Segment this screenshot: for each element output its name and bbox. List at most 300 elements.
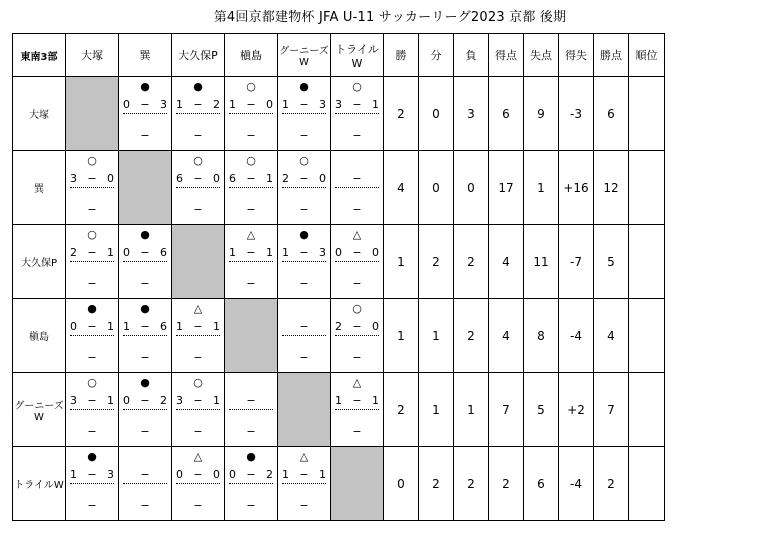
goal-difference-cell: -7 [559,225,594,299]
result-mark: ● [87,450,97,463]
match-score [282,245,326,262]
goals-for: 2 [70,246,77,259]
goals-for: 3 [70,394,77,407]
match-result [119,373,171,446]
goal-difference-cell: -4 [559,299,594,373]
score-separator: − [193,468,203,481]
match-result [225,151,277,224]
goal-difference-cell: -4 [559,447,594,521]
points-cell: 2 [594,447,629,521]
page-title: 第4回京都建物杯 JFA U-11 サッカーリーグ2023 京都 後期 [213,10,567,25]
score-separator: − [246,98,256,111]
match-result-cell [66,151,119,225]
match-result [119,225,171,298]
score-separator: − [140,246,150,259]
match-score [70,319,114,336]
match-result-cell [66,225,119,299]
draws-cell: 0 [419,151,454,225]
rank-cell [629,447,665,521]
goals-against: 2 [213,98,220,111]
goals-for: 0 [70,320,77,333]
match-score [229,245,273,262]
second-leg-placeholder: − [193,203,203,216]
match-result-cell [331,299,384,373]
match-result [278,299,330,372]
match-score [70,245,114,262]
points-cell: 7 [594,373,629,447]
goals-for-total-cell: 2 [489,447,524,521]
match-score [282,97,326,114]
match-result [278,225,330,298]
match-score [123,393,167,410]
match-result-cell [278,299,331,373]
goals-for: 1 [229,246,236,259]
result-mark: ○ [87,154,97,167]
result-mark: ○ [87,228,97,241]
match-result-cell [119,299,172,373]
score-separator: − [193,320,203,333]
match-result-cell [172,447,225,521]
self-match-cell [172,225,225,299]
second-leg-placeholder: − [299,277,309,290]
goals-against: 0 [107,172,114,185]
goals-against: 0 [372,320,379,333]
stat-column-header: 順位 [629,34,665,77]
second-leg-placeholder: − [352,129,362,142]
goal-difference-cell: +2 [559,373,594,447]
goals-against: 6 [160,320,167,333]
match-result-cell [66,373,119,447]
team-column-header: 大久保P [172,34,225,77]
goals-for-total-cell: 6 [489,77,524,151]
goals-against-total-cell: 11 [524,225,559,299]
goals-for: 0 [123,394,130,407]
match-score [335,171,379,188]
goals-against-total-cell: 1 [524,151,559,225]
second-leg-placeholder: − [87,425,97,438]
self-match-cell [225,299,278,373]
match-result [172,77,224,150]
goal-difference-cell: -3 [559,77,594,151]
second-leg-placeholder: − [246,277,256,290]
result-mark: ● [193,80,203,93]
goals-for-total-cell: 4 [489,299,524,373]
header-row [13,34,665,77]
self-match-cell [278,373,331,447]
result-mark: ○ [246,80,256,93]
goals-against: 0 [266,98,273,111]
match-score [123,467,167,484]
second-leg-placeholder: − [140,425,150,438]
match-score [123,319,167,336]
match-score [123,245,167,262]
goals-for: 0 [176,468,183,481]
rank-cell [629,225,665,299]
match-score [123,97,167,114]
result-mark: △ [299,450,309,463]
points-cell: 6 [594,77,629,151]
score-separator: − [246,394,256,407]
score-separator: − [193,98,203,111]
result-mark: △ [193,302,203,315]
match-score [335,97,379,114]
match-score [282,171,326,188]
goals-against: 6 [160,246,167,259]
goals-for: 6 [229,172,236,185]
row-team-name: 大塚 [13,77,66,151]
second-leg-placeholder: − [299,129,309,142]
match-result-cell [278,447,331,521]
stat-column-header: 負 [454,34,489,77]
goals-for: 1 [176,320,183,333]
second-leg-placeholder: − [246,425,256,438]
team-column-header: グーニーズW [278,34,331,77]
score-separator: − [193,172,203,185]
goal-difference-cell: +16 [559,151,594,225]
goals-against: 1 [107,320,114,333]
match-result [225,447,277,520]
goals-for: 3 [70,172,77,185]
goals-against-total-cell: 5 [524,373,559,447]
row-team-name: グーニーズW [13,373,66,447]
draws-cell: 2 [419,447,454,521]
result-mark: △ [193,450,203,463]
losses-cell: 2 [454,447,489,521]
match-result [172,151,224,224]
result-mark: ● [299,80,309,93]
match-result [66,373,118,446]
result-mark: ● [140,80,150,93]
goals-for: 1 [282,98,289,111]
second-leg-placeholder: − [140,499,150,512]
match-score [282,319,326,336]
match-score [70,393,114,410]
score-separator: − [246,468,256,481]
goals-against: 3 [107,468,114,481]
match-result-cell [225,151,278,225]
match-result [66,447,118,520]
second-leg-placeholder: − [246,499,256,512]
match-score [229,467,273,484]
match-result-cell [66,447,119,521]
score-separator: − [299,98,309,111]
match-result-cell [172,77,225,151]
self-match-cell [66,77,119,151]
result-mark: ○ [193,376,203,389]
match-result [66,299,118,372]
score-separator: − [87,246,97,259]
self-match-cell [331,447,384,521]
goals-for: 3 [176,394,183,407]
row-team-name: 大久保P [13,225,66,299]
row-team-name: トライルW [13,447,66,521]
result-mark: ● [299,228,309,241]
goals-against: 2 [160,394,167,407]
goals-against: 2 [266,468,273,481]
match-score [70,467,114,484]
second-leg-placeholder: − [352,277,362,290]
row-team-name: 巽 [13,151,66,225]
goals-for: 0 [335,246,342,259]
match-score [229,97,273,114]
match-result-cell [225,447,278,521]
score-separator: − [299,246,309,259]
losses-cell: 1 [454,373,489,447]
table-row [13,373,665,447]
match-result [331,299,383,372]
match-result [172,447,224,520]
result-mark: ○ [352,80,362,93]
score-separator: − [87,320,97,333]
goals-for: 1 [335,394,342,407]
match-result [119,77,171,150]
wins-cell: 1 [384,225,419,299]
draws-cell: 0 [419,77,454,151]
match-result [278,151,330,224]
table-row [13,447,665,521]
table-row [13,151,665,225]
table-row [13,225,665,299]
match-result-cell [172,373,225,447]
goals-for: 6 [176,172,183,185]
match-result-cell [119,447,172,521]
goals-for-total-cell: 17 [489,151,524,225]
goals-for: 2 [282,172,289,185]
wins-cell: 2 [384,77,419,151]
match-result [172,373,224,446]
result-mark: △ [352,228,362,241]
score-separator: − [140,320,150,333]
match-score [70,171,114,188]
result-mark: ● [140,376,150,389]
second-leg-placeholder: − [352,203,362,216]
goals-against-total-cell: 8 [524,299,559,373]
stat-column-header: 失点 [524,34,559,77]
goals-for: 1 [229,98,236,111]
result-mark: ● [140,302,150,315]
match-score [176,319,220,336]
match-score [176,467,220,484]
match-score [335,245,379,262]
match-score [176,171,220,188]
draws-cell: 1 [419,373,454,447]
match-result [66,225,118,298]
second-leg-placeholder: − [246,203,256,216]
match-result [119,299,171,372]
team-column-header: トライルW [331,34,384,77]
wins-cell: 0 [384,447,419,521]
wins-cell: 2 [384,373,419,447]
second-leg-placeholder: − [246,129,256,142]
second-leg-placeholder: − [140,129,150,142]
goals-against: 3 [160,98,167,111]
second-leg-placeholder: − [352,351,362,364]
match-result [225,373,277,446]
points-cell: 4 [594,299,629,373]
match-result-cell [331,151,384,225]
match-result [278,447,330,520]
wins-cell: 1 [384,299,419,373]
second-leg-placeholder: − [87,351,97,364]
goals-for: 1 [70,468,77,481]
match-result-cell [331,77,384,151]
match-result-cell [278,151,331,225]
second-leg-placeholder: − [140,277,150,290]
stat-column-header: 得点 [489,34,524,77]
match-result-cell [278,77,331,151]
match-result-cell [278,225,331,299]
goals-against: 1 [319,468,326,481]
goals-against: 1 [107,246,114,259]
match-result [119,447,171,520]
match-score [176,393,220,410]
goals-against: 1 [213,320,220,333]
result-mark: ○ [246,154,256,167]
second-leg-placeholder: − [352,425,362,438]
match-score [229,171,273,188]
second-leg-placeholder: − [299,203,309,216]
goals-for-total-cell: 7 [489,373,524,447]
match-score [335,319,379,336]
match-result [331,151,383,224]
second-leg-placeholder: − [299,499,309,512]
goals-against-total-cell: 6 [524,447,559,521]
second-leg-placeholder: − [87,203,97,216]
score-separator: − [352,172,362,185]
score-separator: − [352,98,362,111]
match-result [172,299,224,372]
goals-against: 0 [213,468,220,481]
stat-column-header: 勝点 [594,34,629,77]
match-result [278,77,330,150]
score-separator: − [140,98,150,111]
goals-against: 0 [213,172,220,185]
goals-against: 1 [372,394,379,407]
match-result-cell [331,225,384,299]
losses-cell: 2 [454,299,489,373]
wins-cell: 4 [384,151,419,225]
score-separator: − [352,320,362,333]
points-cell: 12 [594,151,629,225]
division-label: 東南3部 [13,34,66,77]
goals-against: 0 [372,246,379,259]
losses-cell: 0 [454,151,489,225]
second-leg-placeholder: − [87,499,97,512]
result-mark: ○ [193,154,203,167]
result-mark: ● [140,228,150,241]
goals-for: 1 [176,98,183,111]
rank-cell [629,77,665,151]
team-column-header: 大塚 [66,34,119,77]
match-score [282,467,326,484]
score-separator: − [87,394,97,407]
goals-for: 1 [282,246,289,259]
stat-column-header: 分 [419,34,454,77]
second-leg-placeholder: − [193,129,203,142]
score-separator: − [193,394,203,407]
match-result [331,373,383,446]
stat-column-header: 得失 [559,34,594,77]
match-score [335,393,379,410]
second-leg-placeholder: − [140,351,150,364]
standings-table [12,33,665,521]
score-separator: − [299,468,309,481]
rank-cell [629,299,665,373]
result-mark: ○ [299,154,309,167]
score-separator: − [246,246,256,259]
goals-against: 1 [107,394,114,407]
result-mark: △ [246,228,256,241]
match-result-cell [119,77,172,151]
rank-cell [629,151,665,225]
score-separator: − [352,394,362,407]
match-result [225,225,277,298]
match-result-cell [225,77,278,151]
match-result [225,77,277,150]
second-leg-placeholder: − [87,277,97,290]
match-result-cell [225,225,278,299]
table-row [13,299,665,373]
score-separator: − [87,172,97,185]
match-score [176,97,220,114]
goals-for: 1 [123,320,130,333]
goals-for: 0 [123,98,130,111]
goals-for: 3 [335,98,342,111]
stat-column-header: 勝 [384,34,419,77]
draws-cell: 2 [419,225,454,299]
second-leg-placeholder: − [193,425,203,438]
points-cell: 5 [594,225,629,299]
goals-for-total-cell: 4 [489,225,524,299]
score-separator: − [140,468,150,481]
result-mark: ● [246,450,256,463]
match-result-cell [172,151,225,225]
match-result [66,151,118,224]
result-mark: △ [352,376,362,389]
losses-cell: 3 [454,77,489,151]
goals-against-total-cell: 9 [524,77,559,151]
goals-against: 3 [319,98,326,111]
self-match-cell [119,151,172,225]
goals-for: 0 [123,246,130,259]
goals-for: 0 [229,468,236,481]
goals-against: 1 [213,394,220,407]
match-score [229,393,273,410]
score-separator: − [87,468,97,481]
second-leg-placeholder: − [299,351,309,364]
goals-for: 2 [335,320,342,333]
team-column-header: 槇島 [225,34,278,77]
match-result-cell [331,373,384,447]
result-mark: ● [87,302,97,315]
second-leg-placeholder: − [193,351,203,364]
goals-against: 1 [266,246,273,259]
match-result-cell [225,373,278,447]
rank-cell [629,373,665,447]
score-separator: − [352,246,362,259]
table-row [13,77,665,151]
goals-against: 3 [319,246,326,259]
match-result-cell [119,373,172,447]
score-separator: − [140,394,150,407]
draws-cell: 1 [419,299,454,373]
row-team-name: 槇島 [13,299,66,373]
result-mark: ○ [87,376,97,389]
match-result-cell [119,225,172,299]
goals-for: 1 [282,468,289,481]
goals-against: 1 [372,98,379,111]
match-result [331,225,383,298]
